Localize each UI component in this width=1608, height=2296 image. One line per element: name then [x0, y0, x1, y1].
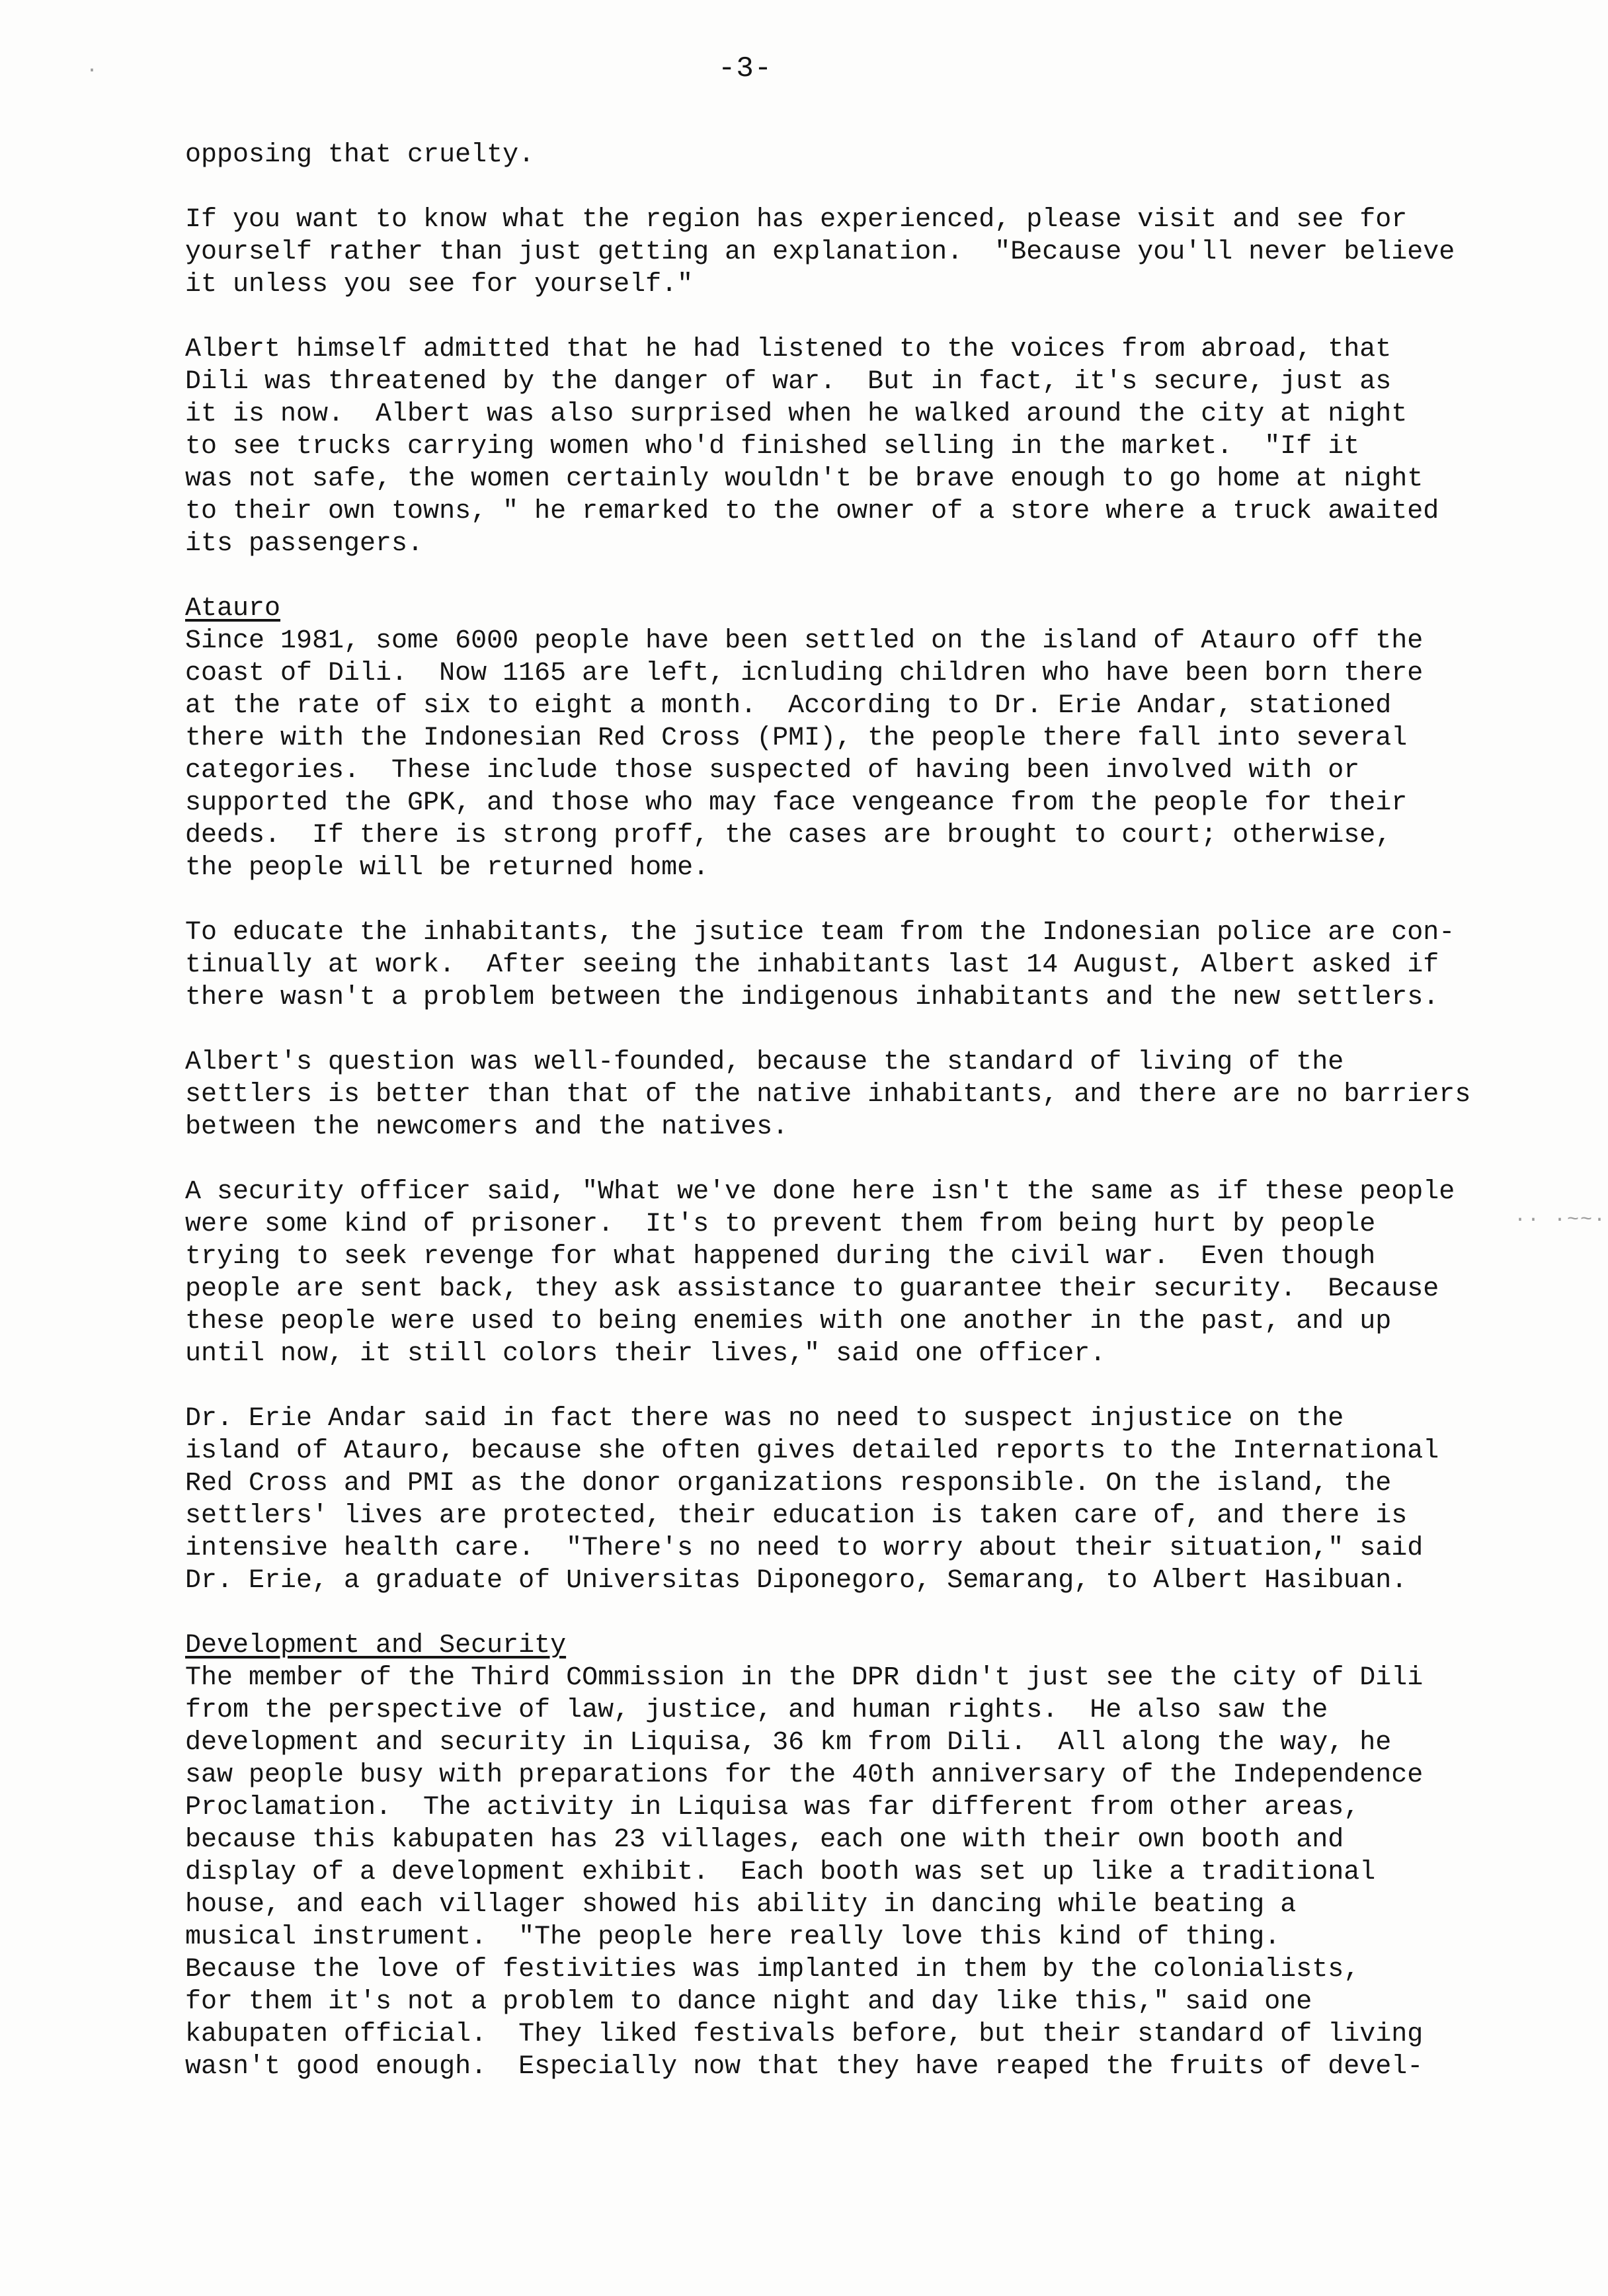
paragraph — [185, 139, 1547, 171]
text-line: for them it's not a problem to dance night and day like this," said one — [185, 1987, 1312, 2017]
text-line: To educate the inhabitants, the jsutice team from the Indonesian police are con- — [185, 918, 1455, 948]
text-line: to see trucks carrying women who'd finished selling in the market. "If it — [185, 432, 1360, 462]
text-line: coast of Dili. Now 1165 are left, icnluding children who have been born there — [185, 659, 1424, 688]
paragraph — [185, 204, 1547, 301]
text-line: kabupaten official. They liked festivals before, but their standard of living — [185, 2020, 1424, 2049]
text-line: island of Atauro, because she often gives detailed reports to the International — [185, 1436, 1439, 1466]
paragraph — [185, 1662, 1547, 2083]
text-line: tinually at work. After seeing the inhabitants last 14 August, Albert asked if — [185, 950, 1439, 980]
paragraph — [185, 1176, 1547, 1370]
text-line: intensive health care. "There's no need to worry about their situation," said — [185, 1534, 1424, 1563]
paragraph — [185, 1403, 1547, 1597]
text-line: were some kind of prisoner. It's to prevent them from being hurt by people — [185, 1210, 1376, 1239]
text-line: Since 1981, some 6000 people have been settled on the island of Atauro off the — [185, 626, 1424, 656]
scan-smudge: ·· ·~~· — [1514, 1209, 1607, 1231]
text-line: development and security in Liquisa, 36 km from Dili. All along the way, he — [185, 1728, 1392, 1758]
text-line: it is now. Albert was also surprised when he walked around the city at night — [185, 399, 1408, 429]
text-line: from the perspective of law, justice, and human rights. He also saw the — [185, 1696, 1328, 1725]
text-line: settlers is better than that of the native inhabitants, and there are no barriers — [185, 1080, 1471, 1110]
paragraph — [185, 1046, 1547, 1143]
paragraph — [185, 917, 1547, 1014]
text-line: people are sent back, they ask assistance to guarantee their security. Because — [185, 1274, 1439, 1304]
text-line: Red Cross and PMI as the donor organizations responsible. On the island, the — [185, 1469, 1392, 1498]
text-line: Dr. Erie Andar said in fact there was no need to suspect injustice on the — [185, 1404, 1344, 1434]
text-line: A security officer said, "What we've done here isn't the same as if these people — [185, 1177, 1455, 1207]
text-line: at the rate of six to eight a month. According to Dr. Erie Andar, stationed — [185, 691, 1392, 721]
text-line: it unless you see for yourself." — [185, 270, 694, 300]
text-line: musical instrument. "The people here really love this kind of thing. — [185, 1922, 1281, 1952]
text-line: house, and each villager showed his ability in dancing while beating a — [185, 1890, 1297, 1920]
text-line: trying to seek revenge for what happened during the civil war. Even though — [185, 1242, 1376, 1272]
section — [185, 593, 1547, 1597]
text-line: Proclamation. The activity in Liquisa was far different from other areas, — [185, 1793, 1360, 1823]
text-line: Dili was threatened by the danger of war. But in fact, it's secure, just as — [185, 367, 1392, 397]
text-line: because this kabupaten has 23 villages, each one with their own booth and — [185, 1825, 1344, 1855]
text-line: until now, it still colors their lives," said one officer. — [185, 1339, 1106, 1369]
section-heading: Development and Security — [185, 1631, 567, 1660]
text-line: there wasn't a problem between the indigenous inhabitants and the new settlers. — [185, 983, 1439, 1012]
text-line: yourself rather than just getting an explanation. "Because you'll never believe — [185, 237, 1455, 267]
text-line: opposing that cruelty. — [185, 140, 535, 170]
text-line: was not safe, the women certainly wouldn't be brave enough to go home at night — [185, 464, 1424, 494]
text-line: saw people busy with preparations for the 40th anniversary of the Independence — [185, 1760, 1424, 1790]
page-number: -3- — [718, 52, 773, 85]
paragraph — [185, 333, 1547, 560]
scan-speck: · — [86, 60, 99, 82]
text-line: the people will be returned home. — [185, 853, 709, 883]
section — [185, 1629, 1547, 2083]
text-line: Dr. Erie, a graduate of Universitas Diponegoro, Semarang, to Albert Hasibuan. — [185, 1566, 1408, 1596]
text-line: there with the Indonesian Red Cross (PMI), the people there fall into several — [185, 723, 1408, 753]
text-line: its passengers. — [185, 529, 424, 559]
text-line: Because the love of festivities was implanted in them by the colonialists, — [185, 1955, 1360, 1985]
text-line: settlers' lives are protected, their education is taken care of, and there is — [185, 1501, 1408, 1531]
text-line: Albert himself admitted that he had listened to the voices from abroad, that — [185, 335, 1392, 364]
paragraph — [185, 625, 1547, 884]
document-body — [185, 139, 1547, 2115]
text-line: to their own towns, " he remarked to the owner of a store where a truck awaited — [185, 497, 1439, 526]
text-line: display of a development exhibit. Each booth was set up like a traditional — [185, 1858, 1376, 1887]
text-line: categories. These include those suspected of having been involved with or — [185, 756, 1360, 786]
text-line: between the newcomers and the natives. — [185, 1112, 789, 1142]
text-line: The member of the Third COmmission in the DPR didn't just see the city of Dili — [185, 1663, 1424, 1693]
text-line: wasn't good enough. Especially now that they have reaped the fruits of devel- — [185, 2052, 1424, 2082]
section-heading: Atauro — [185, 594, 281, 624]
text-line: supported the GPK, and those who may face vengeance from the people for their — [185, 788, 1408, 818]
text-line: If you want to know what the region has experienced, please visit and see for — [185, 205, 1408, 235]
text-line: deeds. If there is strong proff, the cases are brought to court; otherwise, — [185, 821, 1392, 850]
text-line: Albert's question was well-founded, because the standard of living of the — [185, 1047, 1344, 1077]
text-line: these people were used to being enemies with one another in the past, and up — [185, 1307, 1392, 1336]
